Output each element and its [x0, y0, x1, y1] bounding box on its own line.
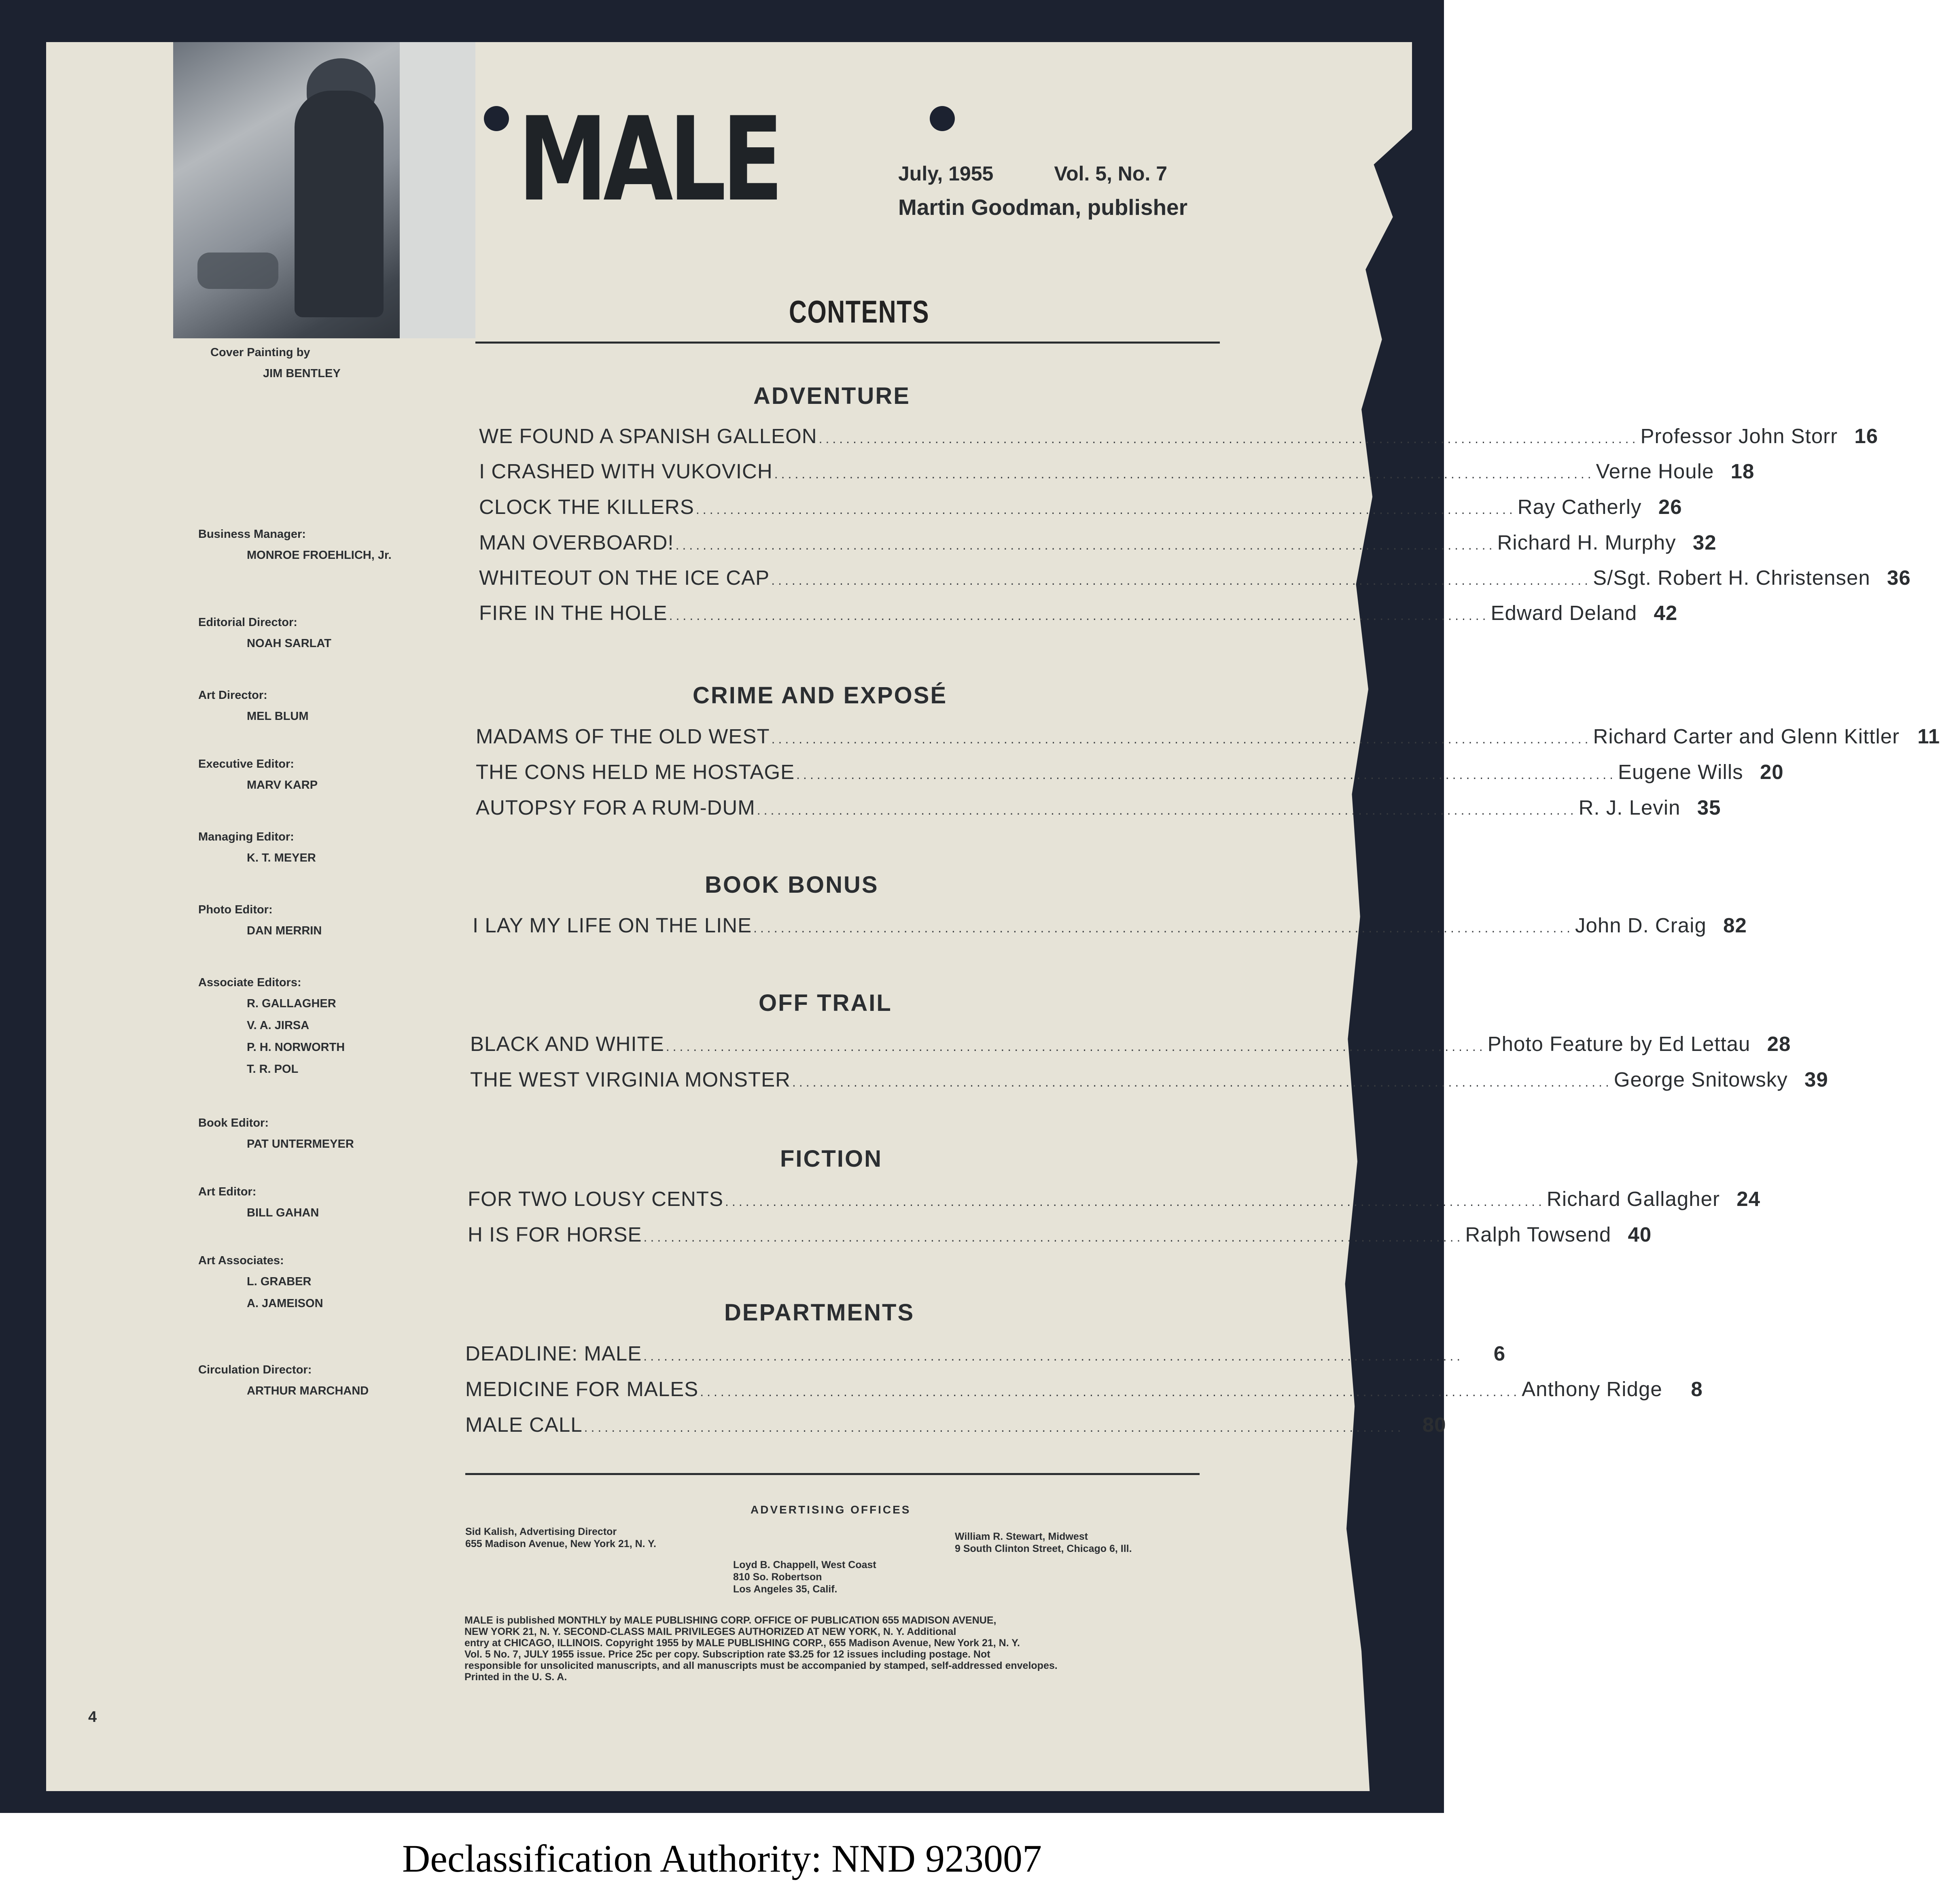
entry-page: 6 — [1493, 1342, 1506, 1365]
toc-entry — [465, 1342, 1506, 1365]
staff-name: L. GRABER — [247, 1275, 312, 1288]
staff-block — [198, 612, 331, 654]
entry-title: I CRASHED WITH VUKOVICH — [479, 460, 773, 483]
entry-page: 40 — [1628, 1223, 1652, 1246]
staff-role: Book Editor: — [198, 1117, 269, 1129]
staff-role: Managing Editor: — [198, 830, 294, 843]
entry-title: MEDICINE FOR MALES — [465, 1378, 699, 1401]
advertising-east — [465, 1526, 656, 1550]
staff-name: P. H. NORWORTH — [247, 1041, 345, 1054]
leader-dots: ........................................................................................................................ — [669, 608, 1489, 623]
notice-line: MALE is published MONTHLY by MALE PUBLISHING CORP. OFFICE OF PUBLICATION 655 MADISON AVENUE, — [464, 1615, 997, 1626]
staff-name: T. R. POL — [247, 1063, 299, 1076]
staff-name: MEL BLUM — [247, 710, 309, 723]
toc-entry — [468, 1223, 1652, 1246]
staff-name: A. JAMEISON — [247, 1297, 323, 1310]
staff-block — [198, 827, 316, 869]
notice-line: Printed in the U. S. A. — [464, 1671, 567, 1683]
staff-role: Art Editor: — [198, 1185, 257, 1198]
entry-page: 42 — [1654, 601, 1678, 624]
toc-entry — [476, 796, 1721, 819]
entry-page: 35 — [1697, 796, 1721, 819]
cover-painting-thumbnail — [173, 42, 475, 338]
entry-author: S/Sgt. Robert H. Christensen — [1593, 566, 1870, 589]
binder-hole-right — [930, 106, 955, 131]
advertising-line: William R. Stewart, Midwest — [955, 1531, 1088, 1542]
section-title-departments: DEPARTMENTS — [724, 1299, 915, 1326]
cover-credit-name: JIM BENTLEY — [263, 367, 341, 380]
entry-page: 20 — [1760, 760, 1784, 783]
staff-name: K. T. MEYER — [247, 851, 316, 864]
issue-volume: Vol. 5, No. 7 — [1054, 162, 1168, 185]
entry-author: John D. Craig — [1575, 914, 1707, 937]
staff-name: BILL GAHAN — [247, 1206, 319, 1219]
entry-page: 28 — [1767, 1032, 1791, 1055]
staff-block — [198, 1113, 354, 1155]
entry-page: 18 — [1730, 460, 1755, 483]
leader-dots: ........................................................................................................................ — [774, 467, 1594, 481]
toc-entry — [479, 459, 1755, 483]
contents-rule — [475, 342, 1220, 344]
entry-title: FOR TWO LOUSY CENTS — [468, 1187, 724, 1210]
entry-author: Anthony Ridge — [1522, 1378, 1662, 1401]
leader-dots: ........................................................................................................................ — [584, 1420, 1404, 1435]
toc-entry — [479, 531, 1717, 554]
advertising-line: 9 South Clinton Street, Chicago 6, Ill. — [955, 1543, 1132, 1554]
staff-name: NOAH SARLAT — [247, 637, 331, 650]
section-title-crime-and-expose: CRIME AND EXPOSÉ — [693, 682, 948, 709]
toc-entry — [465, 1413, 1446, 1437]
leader-dots: ........................................................................................................................ — [771, 573, 1592, 588]
toc-entry — [479, 424, 1879, 448]
entry-author: Verne Houle — [1596, 460, 1714, 483]
entry-title: AUTOPSY FOR A RUM-DUM — [476, 796, 755, 819]
entry-title: MADAMS OF THE OLD WEST — [476, 725, 770, 748]
advertising-rule — [465, 1473, 1200, 1475]
entry-author: Edward Deland — [1491, 601, 1637, 624]
entry-author: Richard Gallagher — [1546, 1187, 1720, 1210]
staff-role: Executive Editor: — [198, 758, 294, 771]
staff-name: V. A. JIRSA — [247, 1019, 310, 1032]
issue-info — [898, 162, 1187, 220]
entry-title: MAN OVERBOARD! — [479, 531, 674, 554]
staff-name: MARV KARP — [247, 779, 318, 792]
staff-role: Editorial Director: — [198, 616, 297, 629]
declassification-caption: Declassification Authority: NND 923007 — [402, 1837, 1042, 1880]
section-title-book-bonus: BOOK BONUS — [705, 872, 879, 898]
advertising-line: Los Angeles 35, Calif. — [733, 1583, 837, 1595]
entry-title: H IS FOR HORSE — [468, 1223, 642, 1246]
entry-title: CLOCK THE KILLERS — [479, 495, 694, 518]
toc-entry — [479, 495, 1682, 519]
staff-name: R. GALLAGHER — [247, 997, 336, 1010]
entry-page: 8 — [1691, 1378, 1703, 1401]
entry-title: WHITEOUT ON THE ICE CAP — [479, 566, 770, 589]
entry-page: 82 — [1723, 914, 1747, 937]
entry-title: FIRE IN THE HOLE — [479, 601, 668, 624]
toc-entry — [470, 1032, 1791, 1056]
entry-title: I LAY MY LIFE ON THE LINE — [473, 914, 752, 937]
publisher-line: Martin Goodman, publisher — [898, 195, 1188, 220]
staff-block — [198, 1360, 369, 1402]
entry-author: Eugene Wills — [1618, 760, 1743, 783]
leader-dots: ........................................................................................................................ — [796, 767, 1617, 782]
notice-line: entry at CHICAGO, ILLINOIS. Copyright 1955 by MALE PUBLISHING CORP., 655 Madison Avenue, New York 21, N. Y. — [464, 1637, 1020, 1649]
advertising-line: 810 So. Robertson — [733, 1571, 822, 1583]
notice-line: responsible for unsolicited manuscripts, and all manuscripts must be accompanied by stamped, self-addressed envelopes. — [464, 1660, 1058, 1671]
staff-block — [198, 1250, 323, 1314]
entry-author: George Snitowsky — [1613, 1068, 1788, 1091]
staff-block — [198, 524, 392, 566]
leader-dots: ........................................................................................................................ — [695, 502, 1516, 517]
page-number: 4 — [88, 1709, 97, 1726]
notice-line: Vol. 5 No. 7, JULY 1955 issue. Price 25c per copy. Subscription rate $3.25 for 12 issues including postage. Not — [464, 1649, 990, 1660]
leader-dots: ........................................................................................................................ — [818, 431, 1639, 446]
leader-dots: ........................................................................................................................ — [700, 1384, 1520, 1399]
entry-title: THE WEST VIRGINIA MONSTER — [470, 1068, 791, 1091]
entry-page: 24 — [1736, 1187, 1760, 1210]
leader-dots: ........................................................................................................................ — [771, 732, 1592, 746]
staff-role: Business Manager: — [198, 528, 306, 541]
masthead-title: MALE — [518, 93, 779, 227]
issue-date: July, 1955 — [898, 162, 994, 185]
section-title-off-trail: OFF TRAIL — [759, 990, 892, 1016]
entry-page: 36 — [1887, 566, 1911, 589]
leader-dots: ........................................................................................................................ — [757, 803, 1577, 817]
leader-dots: ........................................................................................................................ — [643, 1230, 1464, 1244]
entry-author: Richard H. Murphy — [1497, 531, 1676, 554]
staff-name: DAN MERRIN — [247, 924, 322, 937]
staff-role: Art Associates: — [198, 1254, 284, 1267]
staff-role: Associate Editors: — [198, 976, 301, 989]
toc-entry — [468, 1187, 1760, 1211]
leader-dots: ........................................................................................................................ — [675, 538, 1496, 552]
leader-dots: ........................................................................................................................ — [666, 1039, 1486, 1054]
toc-entry — [476, 760, 1784, 784]
contents-heading: CONTENTS — [789, 294, 930, 329]
staff-role: Circulation Director: — [198, 1363, 312, 1376]
staff-name: MONROE FROEHLICH, Jr. — [247, 549, 392, 562]
leader-dots: ........................................................................................................................ — [792, 1075, 1612, 1089]
advertising-heading: ADVERTISING OFFICES — [751, 1503, 911, 1516]
entry-page: 39 — [1804, 1068, 1828, 1091]
leader-dots: ........................................................................................................................ — [725, 1194, 1545, 1209]
cover-credit-label: Cover Painting by — [210, 346, 310, 359]
entry-author: Professor John Storr — [1640, 425, 1838, 448]
staff-role: Photo Editor: — [198, 903, 273, 916]
staff-block — [198, 900, 322, 942]
leader-dots: ........................................................................................................................ — [753, 921, 1573, 935]
advertising-line: Sid Kalish, Advertising Director — [465, 1526, 617, 1537]
toc-entry — [473, 913, 1747, 937]
staff-block — [198, 972, 345, 1080]
toc-entry — [479, 566, 1911, 590]
advertising-midwest — [955, 1530, 1132, 1555]
entry-author: Ralph Towsend — [1465, 1223, 1611, 1246]
entry-title: BLACK AND WHITE — [470, 1032, 664, 1055]
entry-author: Richard Carter and Glenn Kittler — [1593, 725, 1900, 748]
advertising-line: 655 Madison Avenue, New York 21, N. Y. — [465, 1538, 656, 1550]
entry-page: 32 — [1692, 531, 1717, 554]
notice-line: NEW YORK 21, N. Y. SECOND-CLASS MAIL PRIVILEGES AUTHORIZED AT NEW YORK, N. Y. Additional — [464, 1626, 956, 1637]
entry-title: THE CONS HELD ME HOSTAGE — [476, 760, 795, 783]
staff-name: ARTHUR MARCHAND — [247, 1384, 369, 1397]
staff-block — [198, 1182, 319, 1224]
entry-title: DEADLINE: MALE — [465, 1342, 642, 1365]
toc-entry — [476, 724, 1940, 748]
toc-entry — [465, 1377, 1703, 1401]
toc-entry — [470, 1068, 1828, 1091]
staff-block — [198, 685, 309, 727]
entry-page: 11 — [1917, 725, 1940, 748]
cover-credit — [210, 342, 341, 384]
staff-role: Art Director: — [198, 689, 267, 702]
staff-name: PAT UNTERMEYER — [247, 1138, 354, 1150]
entry-author: R. J. Levin — [1578, 796, 1681, 819]
advertising-west — [733, 1559, 876, 1595]
entry-title: WE FOUND A SPANISH GALLEON — [479, 425, 817, 448]
entry-page: 80 — [1422, 1413, 1446, 1436]
section-title-fiction: FICTION — [780, 1146, 882, 1172]
leader-dots: ........................................................................................................................ — [643, 1349, 1464, 1363]
toc-entry — [479, 601, 1678, 625]
entry-page: 16 — [1854, 425, 1879, 448]
entry-title: MALE CALL — [465, 1413, 583, 1436]
advertising-line: Loyd B. Chappell, West Coast — [733, 1559, 876, 1571]
entry-page: 26 — [1658, 495, 1682, 518]
entry-author: Ray Catherly — [1517, 495, 1642, 518]
section-title-adventure: ADVENTURE — [753, 383, 910, 409]
publication-notice — [464, 1615, 1225, 1683]
binder-hole-left — [484, 106, 509, 131]
entry-author: Photo Feature by Ed Lettau — [1487, 1032, 1751, 1055]
staff-block — [198, 754, 318, 796]
